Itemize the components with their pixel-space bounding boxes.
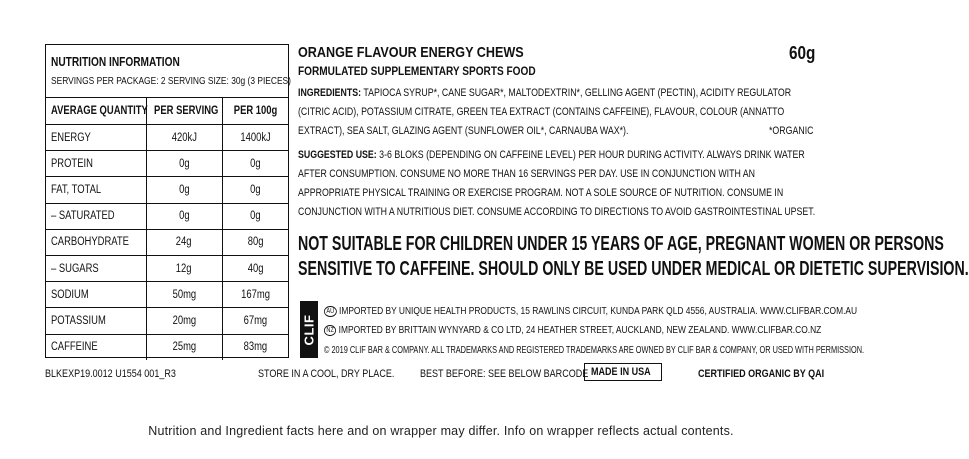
made-in-usa-box [584, 363, 662, 381]
suggested-use-line-4: CONJUNCTION WITH A NUTRITIOUS DIET. CONSUME ACCORDING TO DIRECTIONS TO AVOID GASTROINTESTINAL UPSET. [298, 206, 816, 218]
nutrient-name: – SATURATED [46, 203, 146, 229]
per-100g-value: 0g [222, 177, 288, 203]
per-serving-value: 420kJ [146, 125, 222, 151]
importer-nz [324, 324, 821, 336]
importer-au-text: IMPORTED BY UNIQUE HEALTH PRODUCTS, 15 RAWLINS CIRCUIT, KUNDA PARK QLD 4556, AUSTRALIA. WWW.CLIFBAR.COM.AU [338, 305, 858, 317]
net-weight: 60g [789, 43, 816, 63]
column-header: AVERAGE QUANTITY [46, 98, 146, 125]
certified-organic: CERTIFIED ORGANIC BY QAI [698, 368, 825, 380]
table-row [46, 282, 288, 308]
suggested-use-line-2: AFTER CONSUMPTION. CONSUME NO MORE THAN 16 SERVINGS PER DAY. USE IN CONJUNCTION WITH AN [298, 168, 756, 180]
per-100g-value: 0g [222, 151, 288, 177]
warning-line-1: NOT SUITABLE FOR CHILDREN UNDER 15 YEARS OF AGE, PREGNANT WOMEN OR PERSONS [298, 233, 944, 255]
nutrient-name: – SUGARS [46, 255, 146, 281]
nutrient-name: POTASSIUM [46, 308, 146, 334]
nutrient-name: CARBOHYDRATE [46, 229, 146, 255]
column-header: PER 100g [222, 98, 288, 125]
nutrient-name: PROTEIN [46, 151, 146, 177]
warning-text [298, 232, 969, 282]
per-100g-value: 167mg [222, 282, 288, 308]
importer-nz-text: IMPORTED BY BRITTAIN WYNYARD & CO LTD, 24 HEATHER STREET, AUCKLAND, NEW ZEALAND. WWW.CLIFBAR.CO.NZ [338, 324, 822, 336]
nutrient-name: CAFFEINE [46, 334, 146, 360]
table-row [46, 203, 288, 229]
nutrition-title: NUTRITION INFORMATION [51, 54, 180, 69]
suggested-use-line-3: APPROPRIATE PHYSICAL TRAINING OR EXERCISE PROGRAM. NOT A SOLE SOURCE OF NUTRITION. CONSUME IN [298, 187, 784, 199]
per-serving-value: 12g [146, 255, 222, 281]
suggested-use-text: 3-6 BLOKS (DEPENDING ON CAFFEINE LEVEL) PER HOUR DURING ACTIVITY. ALWAYS DRINK WATER [376, 149, 805, 161]
au-badge: AU [324, 306, 337, 317]
product-title: ORANGE FLAVOUR ENERGY CHEWS [298, 44, 524, 61]
nutrition-header [46, 45, 291, 98]
servings-line: SERVINGS PER PACKAGE: 2 SERVING SIZE: 30g (3 PIECES) [51, 75, 291, 87]
per-serving-value: 20mg [146, 308, 222, 334]
nutrition-panel [45, 44, 289, 358]
copyright: © 2019 CLIF BAR & COMPANY. ALL TRADEMARKS AND REGISTERED TRADEMARKS ARE OWNED BY CLIF BAR & COMPANY, OR USED WITH PERMISSION. [324, 344, 865, 356]
nutrient-name: FAT, TOTAL [46, 177, 146, 203]
per-serving-value: 24g [146, 229, 222, 255]
per-100g-value: 80g [222, 229, 288, 255]
ingredients-line-2: (CITRIC ACID), POTASSIUM CITRATE, GREEN TEA EXTRACT (CONTAINS CAFFEINE), FLAVOUR, COLOUR (ANNATTO [298, 106, 785, 118]
table-row [46, 255, 288, 281]
column-header: PER SERVING [146, 98, 222, 125]
table-row [46, 229, 288, 255]
per-100g-value: 0g [222, 203, 288, 229]
table-row [46, 125, 288, 151]
table-row [46, 151, 288, 177]
table-row [46, 177, 288, 203]
ingredients-line-1 [298, 84, 791, 103]
per-serving-value: 0g [146, 151, 222, 177]
nutrient-name: SODIUM [46, 282, 146, 308]
clif-logo [300, 301, 318, 358]
organic-note: *ORGANIC [769, 125, 814, 137]
made-in-usa-text: MADE IN USA [591, 366, 651, 378]
per-100g-value: 83mg [222, 334, 288, 360]
per-serving-value: 50mg [146, 282, 222, 308]
product-subtitle: FORMULATED SUPPLEMENTARY SPORTS FOOD [298, 64, 536, 78]
ingredients-text: TAPIOCA SYRUP*, CANE SUGAR*, MALTODEXTRIN*, GELLING AGENT (PECTIN), ACIDITY REGULATOR [361, 87, 792, 99]
per-100g-value: 67mg [222, 308, 288, 334]
ingredients-label: INGREDIENTS: [298, 87, 362, 99]
table-header-row [46, 98, 288, 125]
best-before: BEST BEFORE: SEE BELOW BARCODE [420, 368, 589, 380]
table-row [46, 308, 288, 334]
table-row [46, 334, 288, 360]
per-100g-value: 40g [222, 255, 288, 281]
ingredients-line-3: EXTRACT), SEA SALT, GLAZING AGENT (SUNFLOWER OIL*, CARNAUBA WAX*). [298, 125, 629, 137]
clif-logo-text: CLIF [301, 314, 317, 345]
per-serving-value: 0g [146, 177, 222, 203]
disclaimer: Nutrition and Ingredient facts here and on wrapper may differ. Info on wrapper reflects actual contents. [148, 424, 734, 438]
importer-au [324, 305, 857, 317]
per-serving-value: 0g [146, 203, 222, 229]
batch-code: BLKEXP19.0012 U1554 001_R3 [45, 368, 176, 380]
storage-note: STORE IN A COOL, DRY PLACE. [258, 368, 395, 380]
warning-line-2: SENSITIVE TO CAFFEINE. SHOULD ONLY BE USED UNDER MEDICAL OR DIETETIC SUPERVISION. [298, 258, 969, 280]
suggested-use-label: SUGGESTED USE: [298, 149, 377, 161]
nutrition-table [46, 98, 288, 360]
nz-badge: NZ [324, 325, 336, 336]
per-100g-value: 1400kJ [222, 125, 288, 151]
nutrient-name: ENERGY [46, 125, 146, 151]
suggested-use-line-1 [298, 146, 805, 165]
per-serving-value: 25mg [146, 334, 222, 360]
